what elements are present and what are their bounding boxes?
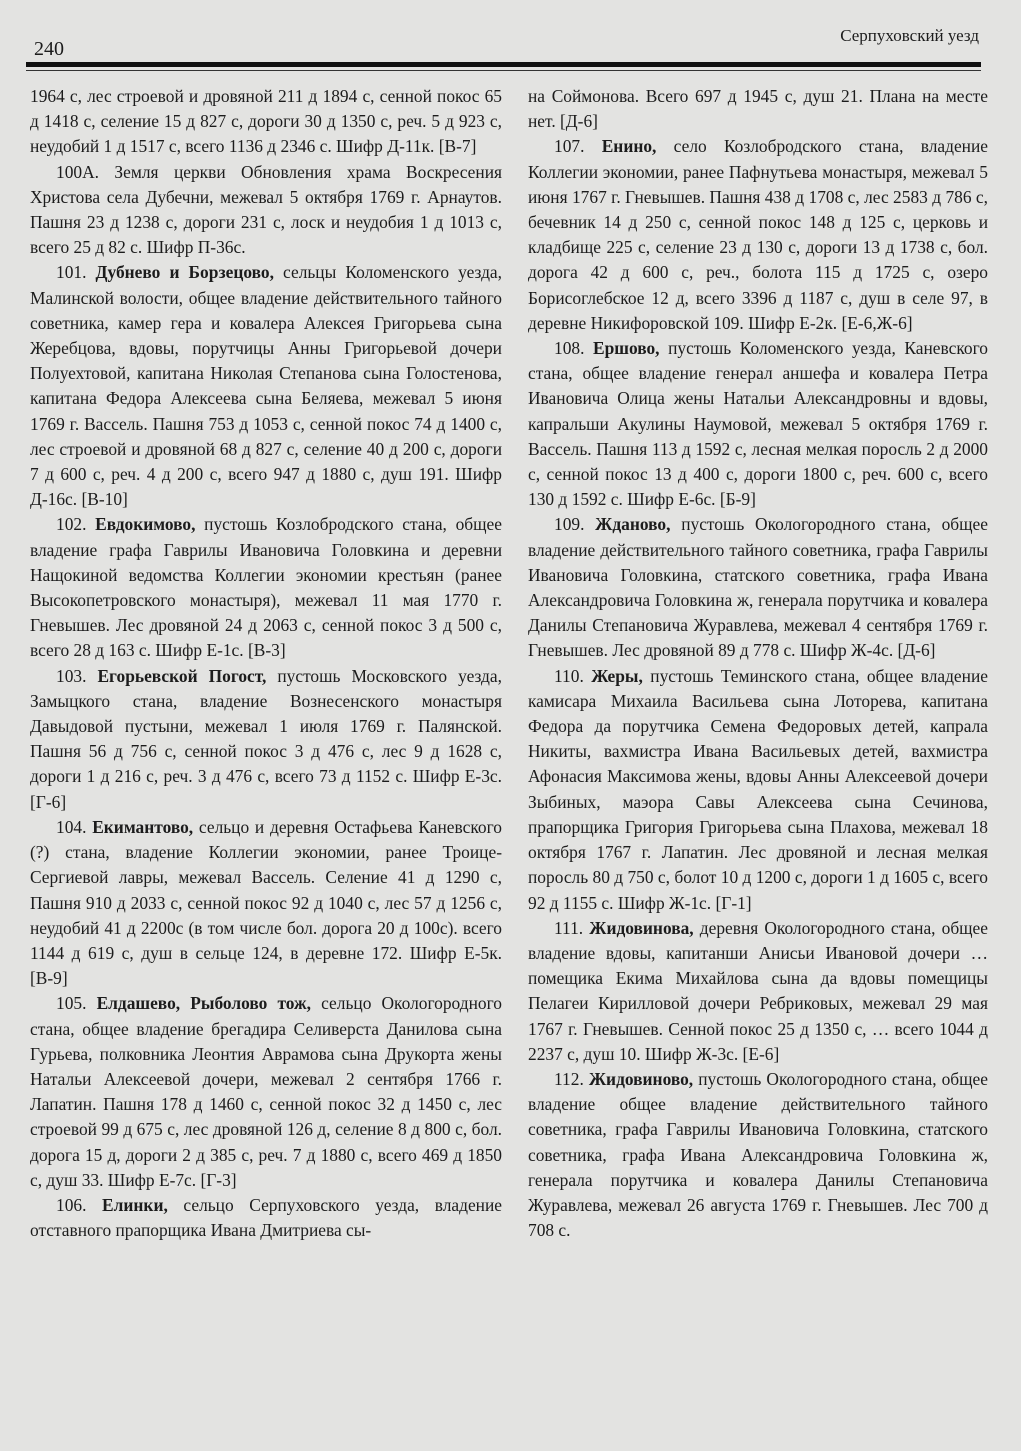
page-number: 240: [34, 38, 64, 60]
place-name: Ершово,: [593, 338, 660, 359]
entry-111: [528, 916, 988, 1067]
entry-number: 110.: [554, 665, 584, 686]
entry-112: [528, 1067, 988, 1243]
place-name: Елдашево, Рыболово тож,: [96, 993, 311, 1014]
entry-text: сельцо Серпуховского уезда, владение отставного прапорщика Ивана Дмитриева сы-: [30, 1194, 503, 1241]
entry-number: 108.: [554, 338, 585, 359]
right-column: [528, 84, 988, 1243]
entry-continuation: [30, 84, 502, 160]
entry-text: село Козлобродского стана, владение Коллегии экономии, ранее Пафнутьева монастыря, межевал 5 июня 1767 г. Гневышев. Пашня 438 д 1708 с, лес 2583 д 786 с, бечевник 14 д 250 с, сенной покос 148 д 125 с, церковь и кладбище 225 с, селение 23 д 130 с, дороги 13 д 1738 с, бол. дорога 42 д 600 с, реч., болота 115 д 1725 с, озеро Борисоглебское 12 д, всего 3396 д 1187 с, душ в селе 97, в деревне Никифоровской 109. Шифр Е-2к. [Е-6,Ж-6]: [528, 136, 988, 333]
place-name: Жданово,: [595, 514, 671, 535]
entry-102: [30, 512, 502, 663]
entry-text: пустошь Окологородного стана, общее владение общее владение действительного тайного советника, графа Гаврилы Ивановича Головкина, статского советника, графа Ивана Александровича Головкина ж, генерала порутчика и ковалера Данилы Степановича Журавлева, межевал 26 августа 1769 г. Гневышев. Лес 700 д 708 с.: [528, 1068, 988, 1241]
place-name: Жеры,: [591, 665, 643, 686]
entry-number: 102.: [56, 514, 87, 535]
entry-110: [528, 664, 988, 916]
entry-text: сельцо и деревня Остафьева Каневского (?) стана, владение Коллегии экономии, ранее Троице-Сергиевой лавры, межевал Вассель. Селение 41 д 1290 с, Пашня 910 д 2033 с, сенной покос 92 д 1040 с, лес 57 д 1256 с, неудобий 41 д 2200с (в том числе бол. дорога 20 д 100с). всего 1144 д 619 с, душ в сельце 124, в деревне 172. Шифр Е-5к. [В-9]: [30, 816, 502, 989]
entry-104: [30, 815, 502, 991]
entry-100a: [30, 160, 502, 261]
entry-101: [30, 260, 502, 512]
entry-text: пустошь Московского уезда, Замыцкого стана, владение Вознесенского монастыря Давыдовой пустыни, межевал 1 июля 1769 г. Палянской. Пашня 56 д 756 с, сенной покос 3 д 476 с, лес 9 д 1628 с, дороги 1 д 216 с, реч. 3 д 476 с, всего 73 д 1152 с. Шифр Е-3с. [Г-6]: [30, 665, 502, 812]
left-column: [30, 84, 502, 1243]
entry-continuation: [528, 84, 988, 134]
entry-108: [528, 336, 988, 512]
entry-105: [30, 991, 502, 1193]
entry-106: [30, 1193, 502, 1243]
entry-number: 112.: [554, 1068, 584, 1089]
entry-number: 105.: [56, 993, 87, 1014]
header-rule-thick: [26, 62, 981, 67]
header-rule-thin: [26, 70, 981, 71]
entry-text: пустошь Теминского стана, общее владение камисара Михаила Васильева сына Лоторева, капитана Федора да порутчика Семена Федоровых детей, капрала Никиты, вахмистра Ивана Васильевых детей, вахмистра Афонасия Максимова жены, вдовы Анны Алексеевой дочери Зыбиных, маэора Савы Алексеева сына Сечинова, прапорщика Григория Григорьева сына Плахова, межевал 18 октября 1767 г. Лапатин. Лес дровяной и лесная мелкая поросль 80 д 750 с, болот 10 д 1200 с, дороги 1 д 1605 с, всего 92 д 1155 с. Шифр Ж-1с. [Г-1]: [528, 665, 988, 913]
place-name: Дубнево и Борзецово,: [95, 262, 274, 283]
entry-text: на Соймонова. Всего 697 д 1945 с, душ 21. Плана на месте нет. [Д-6]: [528, 86, 988, 132]
place-name: Екимантово,: [92, 816, 194, 837]
entry-109: [528, 512, 988, 663]
entry-text: 1964 с, лес строевой и дровяной 211 д 1894 с, сенной покос 65 д 1418 с, селение 15 д 827 с, дороги 30 д 1350 с, реч. 5 д 923 с, неудобий 1 д 1517 с, всего 1136 д 2346 с. Шифр Д-11к. [В-7]: [30, 86, 502, 157]
place-name: Елинки,: [102, 1194, 168, 1215]
entry-107: [528, 134, 988, 336]
place-name: Егорьевской Погост,: [97, 665, 267, 686]
entry-text: сельцо Окологородного стана, общее владение брегадира Селиверста Данилова сына Гурьева, полковника Леонтия Аврамова сына Друкорта жены Натальи Алексеевой дочери, межевал 2 сентября 1766 г. Лапатин. Пашня 178 д 1460 с, сенной покос 32 д 1450 с, лес строевой 99 д 675 с, лес дровяной 126 д, селение 8 д 800 с, бол. дорога 15 д, дороги 2 д 385 с, реч. 7 д 1880 с, всего 469 д 1850 с, душ 33. Шифр Е-7с. [Г-3]: [30, 993, 502, 1190]
entry-text: 100А. Земля церкви Обновления храма Воскресения Христова села Дубечни, межевал 5 октября 1769 г. Арнаутов. Пашня 23 д 1238 с, дороги 231 с, лоск и неудобия 1 д 1013 с, всего 25 д 82 с. Шифр П-36с.: [30, 161, 502, 258]
entry-text: пустошь Окологородного стана, общее владение действительного тайного советника, графа Гаврилы Ивановича Головкина, статского советника, графа Ивана Александровича Головкина ж, генерала порутчика и ковалера Данилы Степановича Журавлева, межевал 4 сентября 1769 г. Гневышев. Лес дровяной 89 д 778 с. Шифр Ж-4с. [Д-6]: [528, 514, 988, 661]
entry-number: 101.: [56, 262, 87, 283]
entry-text: пустошь Коломенского уезда, Каневского стана, общее владение генерал аншефа и ковалера Петра Ивановича Олица жены Натальи Александровны и вдовы, капральши Акулины Наумовой, межевал 5 октября 1769 г. Вассель. Пашня 113 д 1592 с, лесная мелкая поросль 2 д 2000 с, сенной покос 13 д 400 с, дороги 1800 с, реч. 600 с, всего 130 д 1592 с. Шифр Е-6с. [Б-9]: [528, 338, 988, 510]
entry-number: 107.: [554, 136, 585, 157]
entry-text: сельцы Коломенского уезда, Малинской волости, общее владение действительного тайного советника, камер гера и ковалера Алексея Григорьева сына Жеребцова, вдовы, порутчицы Анны Григорьевой дочери Полуехтовой, капитана Николая Степанова сына Голостенова, капитана Федора Алексеева сына Беляева, межевал 5 июня 1769 г. Вассель. Пашня 753 д 1053 с, сенной покос 74 д 1400 с, лес строевой и дровяной 68 д 827 с, селение 40 д 200 с, дороги 7 д 600 с, реч. 4 д 200 с, всего 947 д 1880 с, душ 191. Шифр Д-16с. [В-10]: [30, 262, 502, 510]
place-name: Енино,: [601, 136, 657, 157]
entry-number: 104.: [56, 816, 87, 837]
place-name: Евдокимово,: [95, 514, 196, 535]
entry-number: 111.: [554, 917, 584, 938]
entry-number: 103.: [56, 665, 87, 686]
running-title: Серпуховский уезд: [840, 26, 979, 45]
place-name: Жидовинова,: [589, 917, 694, 938]
entry-text: пустошь Козлобродского стана, общее владение графа Гаврилы Ивановича Головкина и деревни Нащокиной ведомства Коллегии экономии крестьян (ранее Высокопетровского монастыря), межевал 11 мая 1770 г. Гневышев. Лес дровяной 24 д 2063 с, сенной покос 3 д 500 с, всего 28 д 163 с. Шифр Е-1с. [В-3]: [30, 514, 502, 661]
page-header: [30, 24, 979, 64]
entry-103: [30, 664, 502, 815]
entry-number: 109.: [554, 514, 585, 535]
place-name: Жидовиново,: [588, 1068, 694, 1089]
entry-text: деревня Окологородного стана, общее владение вдовы, капитанши Анисьи Ивановой дочери … помещика Екима Михайлова сына да вдовы помещицы Пелагеи Кирилловой дочери Ребриковых, межевал 29 мая 1767 г. Гневышев. Сенной покос 25 д 1350 с, … всего 1044 д 2237 с, душ 10. Шифр Ж-3с. [Е-6]: [528, 917, 988, 1064]
entry-number: 106.: [56, 1194, 87, 1215]
